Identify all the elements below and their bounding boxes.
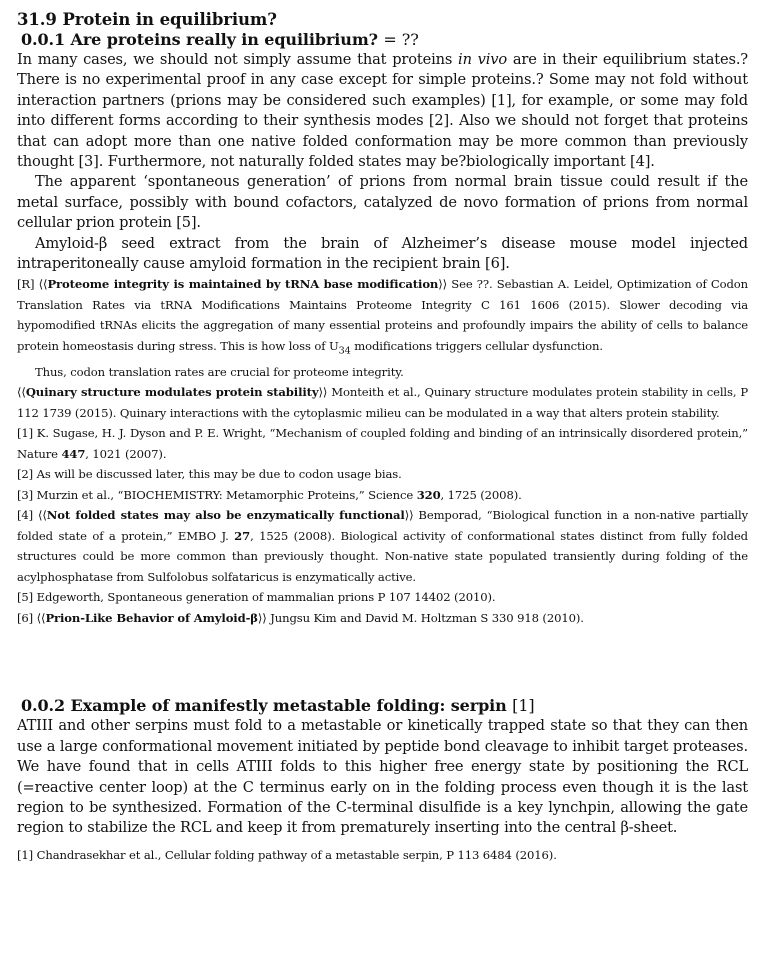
ref-volume: 320 (416, 487, 441, 502)
reference-4 (17, 505, 748, 587)
paragraph-serpin: ATIII and other serpins must fold to a metastable or kinetically trapped state so that they can then use a large conformational movement initiated by peptide bond cleavage to inhibit target proteases. We have found that in cells ATIII folds to this higher free energy state by positioning the RCL (=reactive center loop) at the C terminus early on in the folding process even though it is the last region to be synthesized. Formation of the C-terminal disulfide is a key lynchpin, allowing the gate region to stabilize the RCL and keep it from prematurely inserting into the central β-sheet. (17, 717, 748, 837)
ref-text: , 1021 (2007). (85, 446, 167, 461)
note-thus: Thus, codon translation rates are crucial for proteome integrity. (35, 364, 404, 379)
note-text: modifications triggers cellular dysfunction. (350, 338, 603, 353)
reference-3 (17, 485, 748, 506)
ref-text: Jungsu Kim and David M. Holtzman S 330 918 (2010). (266, 610, 584, 625)
reference-2: [2] As will be discussed later, this may be due to codon usage bias. (17, 467, 402, 482)
ref-volume: 27 (234, 528, 251, 543)
ref-text: [3] Murzin et al., “BIOCHEMISTRY: Metamorphic Proteins,” Science (17, 487, 417, 502)
reference-6 (17, 608, 748, 629)
note-tag: [R] ⟨⟨ (17, 277, 48, 292)
subsection-number: 0.0.2 (21, 696, 66, 716)
ref-bracket: ⟩⟩ (404, 508, 414, 523)
paragraph-equilibrium (17, 50, 748, 172)
reference-1 (17, 423, 748, 464)
ref-title: Prion-Like Behavior of Amyloid-β (45, 610, 258, 625)
subsection-ref: [1] (512, 696, 535, 716)
footnote-serpin: [1] Chandrasekhar et al., Cellular folding pathway of a metastable serpin, P 113 6484 (2016). (17, 847, 557, 862)
ref-volume: 447 (61, 446, 86, 461)
ref-tag: [4] ⟨⟨ (17, 508, 47, 523)
ref-title: Not folded states may also be enzymatically functional (46, 508, 405, 523)
section-title: Protein in equilibrium? (62, 10, 277, 29)
subsection-heading-1 (21, 30, 748, 50)
note-bracket: ⟨⟨ (17, 385, 26, 400)
note-proteome-integrity (17, 274, 748, 361)
reference-5: [5] Edgeworth, Spontaneous generation of mammalian prions P 107 14402 (2010). (17, 590, 496, 605)
subsection-suffix: = ?? (383, 30, 419, 49)
note-bracket: ⟩⟩ (318, 385, 328, 400)
ref-tag: [6] ⟨⟨ (17, 610, 46, 625)
note-title: Quinary structure modulates protein stability (25, 385, 319, 400)
subsection-title: Are proteins really in equilibrium? (70, 30, 378, 49)
paragraph-amyloid: Amyloid-β seed extract from the brain of Alzheimer’s disease mouse model injected intraperitoneally cause amyloid formation in the recipient brain [6]. (17, 234, 748, 273)
section-heading (17, 10, 748, 30)
ref-text: , 1525 (2008). Biological activity of conformational states distinct from fully folded structures could be more common than previously thought. Non-native state populated transiently during folding of the acylphosphatase from Sulfolobus solfataricus is enzymatically active. (17, 528, 748, 584)
note-bracket: ⟩⟩ (438, 277, 448, 292)
subsection-title: Example of manifestly metastable folding: serpin (70, 696, 507, 716)
ref-bracket: ⟩⟩ (257, 610, 267, 625)
note-title: Proteome integrity is maintained by tRNA base modification (47, 277, 439, 292)
subsection-number: 0.0.1 (21, 30, 66, 49)
document-page (17, 10, 748, 865)
emphasis-in-vivo: in vivo (458, 51, 508, 68)
paragraph-prions: The apparent ‘spontaneous generation’ of prions from normal brain tissue could result if the metal surface, possibly with bound cofactors, catalyzed de novo formation of prions from normal cellular prion protein [5]. (17, 173, 748, 232)
text-run: In many cases, we should not simply assume that proteins (17, 51, 459, 68)
text-run: are in their equilibrium states.? There is no experimental proof in any case except for simple proteins.? Some may not fold without interaction partners (prions may be considered such examples) [1], for example, or some may fold into different forms according to their synthesis modes [2]. Also we should not forget that proteins that can adopt more than one native folded conformation may be more common than previously thought [3]. Furthermore, not naturally folded states may be?biologically important [4]. (17, 51, 748, 171)
ref-text: Bemporad, “Biological function in a non-native partially folded state of a protein,” EMBO J. (17, 508, 748, 543)
ref-text: [1] K. Sugase, H. J. Dyson and P. E. Wright, “Mechanism of coupled folding and binding of an intrinsically disordered protein,” Nature (17, 426, 748, 461)
ref-text: , 1725 (2008). (440, 487, 522, 502)
note-text: See ??. Sebastian A. Leidel, Optimization of Codon Translation Rates via tRNA Modifications Maintains Proteome Integrity C 161 1606 (2015). Slower decoding via hypomodified tRNAs elicits the aggregation of many essential proteins and profoundly impairs the ability of cells to balance protein homeostasis during stress. This is how loss of U (17, 277, 748, 353)
section-spacer (17, 628, 748, 696)
subscript-34: 34 (338, 345, 351, 357)
section-number: 31.9 (17, 10, 57, 29)
note-quinary (17, 382, 748, 423)
note-text: Monteith et al., Quinary structure modulates protein stability in cells, P 112 1739 (2015). Quinary interactions with the cytoplasmic milieu can be modulated in a way that alters protein stability. (17, 385, 749, 420)
subsection-heading-2 (21, 696, 748, 716)
